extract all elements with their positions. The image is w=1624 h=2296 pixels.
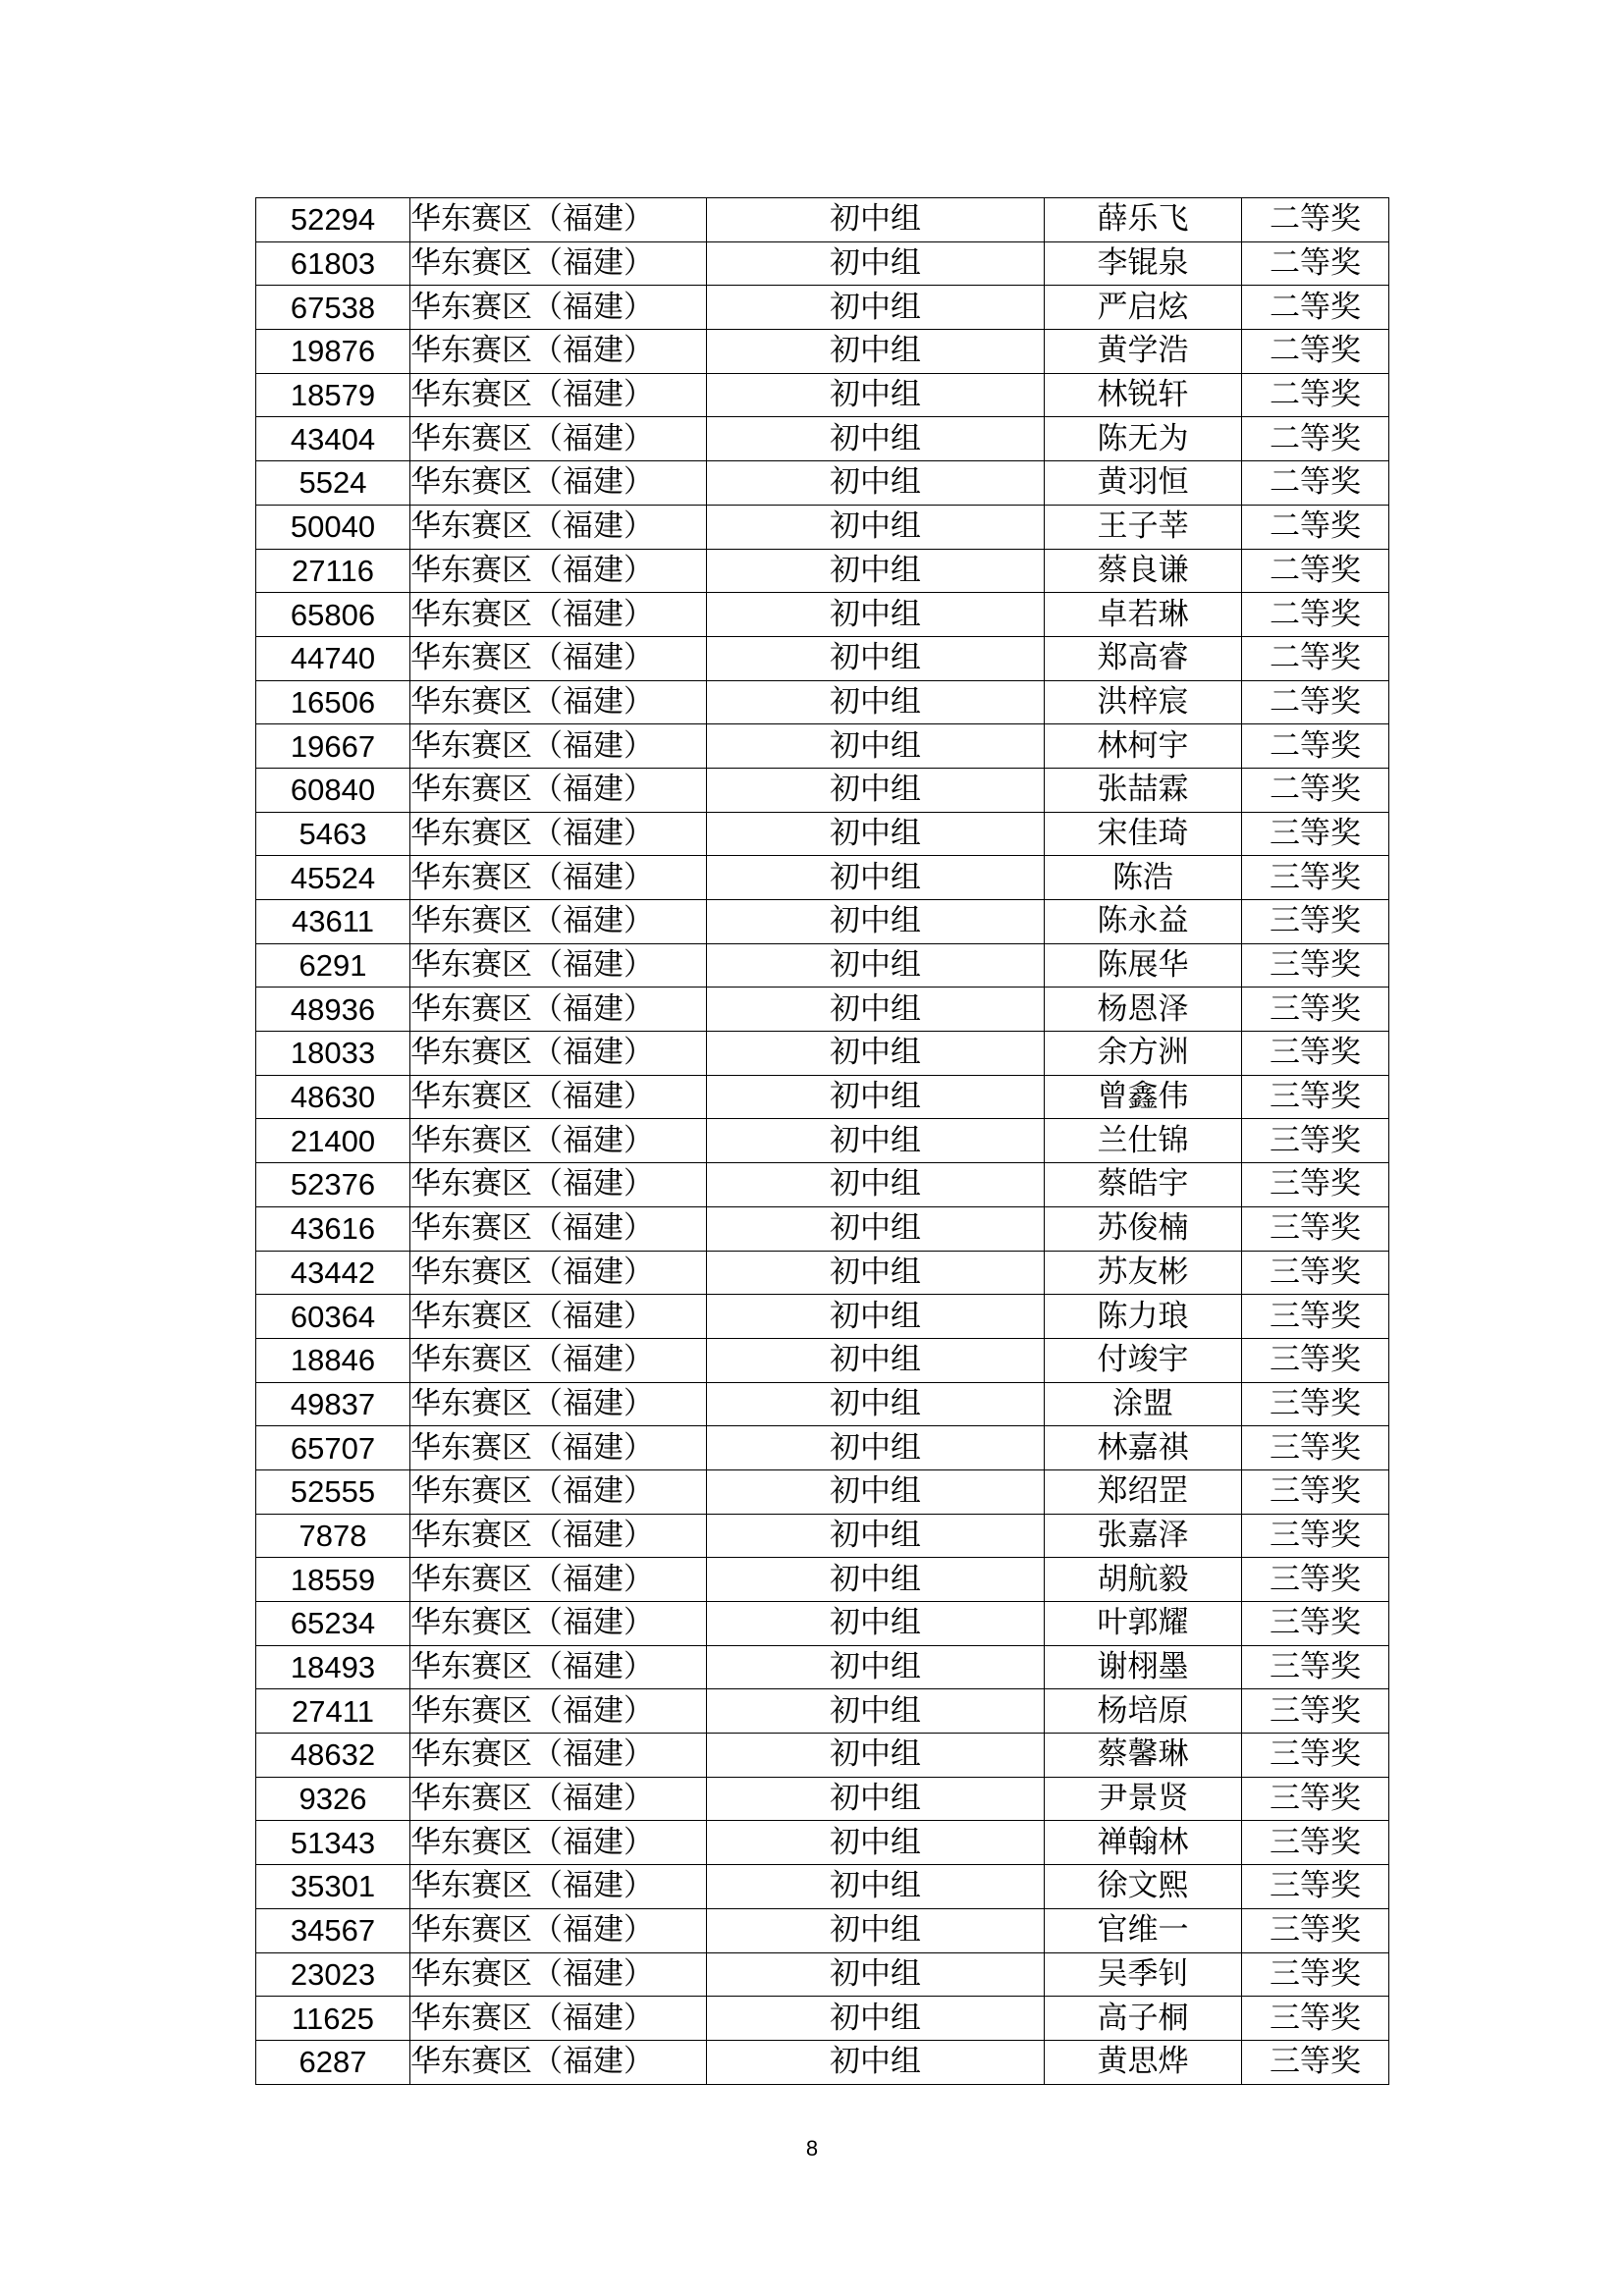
- contestant-id-cell: 16506: [256, 680, 410, 724]
- region-cell: 华东赛区（福建）: [410, 1469, 707, 1514]
- contestant-id-cell: 18559: [256, 1558, 410, 1602]
- region-cell: 华东赛区（福建）: [410, 1689, 707, 1734]
- contestant-name-cell: 杨培原: [1045, 1689, 1242, 1734]
- table-row: [256, 1777, 1389, 1821]
- award-cell: 三等奖: [1242, 900, 1389, 944]
- group-cell: 初中组: [707, 1338, 1045, 1382]
- contestant-id-cell: 49837: [256, 1382, 410, 1426]
- award-cell: 二等奖: [1242, 680, 1389, 724]
- award-cell: 三等奖: [1242, 1602, 1389, 1646]
- contestant-id-cell: 67538: [256, 286, 410, 330]
- group-cell: 初中组: [707, 1952, 1045, 1997]
- contestant-id-cell: 6291: [256, 943, 410, 988]
- contestant-name-cell: 兰仕锦: [1045, 1119, 1242, 1163]
- region-cell: 华东赛区（福建）: [410, 1997, 707, 2041]
- table-row: [256, 856, 1389, 900]
- group-cell: 初中组: [707, 1119, 1045, 1163]
- award-cell: 三等奖: [1242, 1338, 1389, 1382]
- group-cell: 初中组: [707, 461, 1045, 506]
- award-cell: 三等奖: [1242, 1997, 1389, 2041]
- award-cell: 二等奖: [1242, 724, 1389, 769]
- region-cell: 华东赛区（福建）: [410, 1163, 707, 1207]
- contestant-name-cell: 杨恩泽: [1045, 988, 1242, 1032]
- table-row: [256, 724, 1389, 769]
- table-row: [256, 1821, 1389, 1865]
- contestant-id-cell: 7878: [256, 1514, 410, 1558]
- table-row: [256, 1908, 1389, 1952]
- region-cell: 华东赛区（福建）: [410, 1777, 707, 1821]
- award-cell: 三等奖: [1242, 1821, 1389, 1865]
- award-cell: 三等奖: [1242, 1952, 1389, 1997]
- contestant-id-cell: 27411: [256, 1689, 410, 1734]
- group-cell: 初中组: [707, 1295, 1045, 1339]
- table-row: [256, 943, 1389, 988]
- contestant-id-cell: 43616: [256, 1206, 410, 1251]
- contestant-id-cell: 44740: [256, 636, 410, 680]
- award-table-body: [256, 198, 1389, 2085]
- contestant-id-cell: 11625: [256, 1997, 410, 2041]
- contestant-name-cell: 卓若琳: [1045, 593, 1242, 637]
- award-cell: 三等奖: [1242, 1645, 1389, 1689]
- table-row: [256, 198, 1389, 242]
- region-cell: 华东赛区（福建）: [410, 2040, 707, 2084]
- region-cell: 华东赛区（福建）: [410, 198, 707, 242]
- contestant-name-cell: 陈展华: [1045, 943, 1242, 988]
- region-cell: 华东赛区（福建）: [410, 724, 707, 769]
- table-row: [256, 1382, 1389, 1426]
- table-row: [256, 1558, 1389, 1602]
- group-cell: 初中组: [707, 1865, 1045, 1909]
- group-cell: 初中组: [707, 2040, 1045, 2084]
- award-cell: 三等奖: [1242, 812, 1389, 856]
- contestant-id-cell: 5524: [256, 461, 410, 506]
- contestant-id-cell: 23023: [256, 1952, 410, 1997]
- award-cell: 二等奖: [1242, 593, 1389, 637]
- award-cell: 三等奖: [1242, 856, 1389, 900]
- contestant-name-cell: 苏俊楠: [1045, 1206, 1242, 1251]
- contestant-name-cell: 黄羽恒: [1045, 461, 1242, 506]
- table-row: [256, 900, 1389, 944]
- contestant-id-cell: 48936: [256, 988, 410, 1032]
- table-row: [256, 988, 1389, 1032]
- table-row: [256, 680, 1389, 724]
- award-cell: 三等奖: [1242, 943, 1389, 988]
- contestant-name-cell: 陈浩: [1045, 856, 1242, 900]
- group-cell: 初中组: [707, 549, 1045, 593]
- region-cell: 华东赛区（福建）: [410, 505, 707, 549]
- table-row: [256, 1206, 1389, 1251]
- contestant-name-cell: 胡航毅: [1045, 1558, 1242, 1602]
- contestant-name-cell: 王子莘: [1045, 505, 1242, 549]
- contestant-name-cell: 徐文熙: [1045, 1865, 1242, 1909]
- group-cell: 初中组: [707, 1514, 1045, 1558]
- group-cell: 初中组: [707, 636, 1045, 680]
- table-row: [256, 286, 1389, 330]
- contestant-id-cell: 18846: [256, 1338, 410, 1382]
- award-cell: 二等奖: [1242, 417, 1389, 461]
- contestant-id-cell: 60364: [256, 1295, 410, 1339]
- contestant-id-cell: 18579: [256, 373, 410, 417]
- table-row: [256, 1645, 1389, 1689]
- group-cell: 初中组: [707, 943, 1045, 988]
- region-cell: 华东赛区（福建）: [410, 988, 707, 1032]
- group-cell: 初中组: [707, 1032, 1045, 1076]
- group-cell: 初中组: [707, 1908, 1045, 1952]
- region-cell: 华东赛区（福建）: [410, 680, 707, 724]
- contestant-name-cell: 严启炫: [1045, 286, 1242, 330]
- region-cell: 华东赛区（福建）: [410, 1295, 707, 1339]
- table-row: [256, 1952, 1389, 1997]
- table-row: [256, 241, 1389, 286]
- award-cell: 三等奖: [1242, 2040, 1389, 2084]
- contestant-name-cell: 薛乐飞: [1045, 198, 1242, 242]
- region-cell: 华东赛区（福建）: [410, 1821, 707, 1865]
- group-cell: 初中组: [707, 1689, 1045, 1734]
- region-cell: 华东赛区（福建）: [410, 1119, 707, 1163]
- contestant-name-cell: 郑高睿: [1045, 636, 1242, 680]
- contestant-id-cell: 6287: [256, 2040, 410, 2084]
- table-row: [256, 2040, 1389, 2084]
- contestant-name-cell: 洪梓宸: [1045, 680, 1242, 724]
- region-cell: 华东赛区（福建）: [410, 1426, 707, 1470]
- contestant-name-cell: 付竣宇: [1045, 1338, 1242, 1382]
- table-row: [256, 1734, 1389, 1778]
- group-cell: 初中组: [707, 1206, 1045, 1251]
- table-row: [256, 812, 1389, 856]
- table-row: [256, 1295, 1389, 1339]
- contestant-name-cell: 陈力琅: [1045, 1295, 1242, 1339]
- award-cell: 二等奖: [1242, 636, 1389, 680]
- group-cell: 初中组: [707, 330, 1045, 374]
- region-cell: 华东赛区（福建）: [410, 1908, 707, 1952]
- contestant-name-cell: 吴季钊: [1045, 1952, 1242, 1997]
- contestant-name-cell: 陈无为: [1045, 417, 1242, 461]
- table-row: [256, 1865, 1389, 1909]
- contestant-id-cell: 21400: [256, 1119, 410, 1163]
- award-cell: 二等奖: [1242, 373, 1389, 417]
- region-cell: 华东赛区（福建）: [410, 1514, 707, 1558]
- contestant-name-cell: 林柯宇: [1045, 724, 1242, 769]
- contestant-name-cell: 余方洲: [1045, 1032, 1242, 1076]
- contestant-name-cell: 蔡皓宇: [1045, 1163, 1242, 1207]
- table-row: [256, 1251, 1389, 1295]
- region-cell: 华东赛区（福建）: [410, 1952, 707, 1997]
- award-cell: 三等奖: [1242, 1777, 1389, 1821]
- award-cell: 三等奖: [1242, 988, 1389, 1032]
- table-row: [256, 1075, 1389, 1119]
- contestant-id-cell: 27116: [256, 549, 410, 593]
- region-cell: 华东赛区（福建）: [410, 900, 707, 944]
- contestant-id-cell: 35301: [256, 1865, 410, 1909]
- award-cell: 二等奖: [1242, 286, 1389, 330]
- award-cell: 二等奖: [1242, 549, 1389, 593]
- group-cell: 初中组: [707, 724, 1045, 769]
- region-cell: 华东赛区（福建）: [410, 549, 707, 593]
- award-cell: 三等奖: [1242, 1075, 1389, 1119]
- group-cell: 初中组: [707, 1777, 1045, 1821]
- award-cell: 二等奖: [1242, 241, 1389, 286]
- table-row: [256, 1032, 1389, 1076]
- contestant-id-cell: 51343: [256, 1821, 410, 1865]
- contestant-name-cell: 谢栩墨: [1045, 1645, 1242, 1689]
- contestant-name-cell: 李锟泉: [1045, 241, 1242, 286]
- region-cell: 华东赛区（福建）: [410, 1865, 707, 1909]
- region-cell: 华东赛区（福建）: [410, 1206, 707, 1251]
- contestant-name-cell: 黄学浩: [1045, 330, 1242, 374]
- table-row: [256, 330, 1389, 374]
- region-cell: 华东赛区（福建）: [410, 768, 707, 812]
- region-cell: 华东赛区（福建）: [410, 943, 707, 988]
- contestant-id-cell: 9326: [256, 1777, 410, 1821]
- group-cell: 初中组: [707, 1469, 1045, 1514]
- contestant-id-cell: 18493: [256, 1645, 410, 1689]
- award-cell: 三等奖: [1242, 1119, 1389, 1163]
- table-row: [256, 768, 1389, 812]
- contestant-id-cell: 52376: [256, 1163, 410, 1207]
- contestant-name-cell: 郑绍罡: [1045, 1469, 1242, 1514]
- region-cell: 华东赛区（福建）: [410, 593, 707, 637]
- region-cell: 华东赛区（福建）: [410, 286, 707, 330]
- contestant-name-cell: 张嘉泽: [1045, 1514, 1242, 1558]
- group-cell: 初中组: [707, 593, 1045, 637]
- contestant-id-cell: 65806: [256, 593, 410, 637]
- region-cell: 华东赛区（福建）: [410, 1645, 707, 1689]
- award-cell: 二等奖: [1242, 461, 1389, 506]
- award-cell: 三等奖: [1242, 1514, 1389, 1558]
- contestant-id-cell: 43611: [256, 900, 410, 944]
- region-cell: 华东赛区（福建）: [410, 1558, 707, 1602]
- group-cell: 初中组: [707, 417, 1045, 461]
- group-cell: 初中组: [707, 505, 1045, 549]
- contestant-name-cell: 陈永益: [1045, 900, 1242, 944]
- contestant-id-cell: 34567: [256, 1908, 410, 1952]
- contestant-name-cell: 尹景贤: [1045, 1777, 1242, 1821]
- contestant-id-cell: 48630: [256, 1075, 410, 1119]
- contestant-id-cell: 65707: [256, 1426, 410, 1470]
- contestant-id-cell: 52555: [256, 1469, 410, 1514]
- award-cell: 三等奖: [1242, 1251, 1389, 1295]
- group-cell: 初中组: [707, 1558, 1045, 1602]
- contestant-name-cell: 涂盟: [1045, 1382, 1242, 1426]
- contestant-id-cell: 45524: [256, 856, 410, 900]
- group-cell: 初中组: [707, 1251, 1045, 1295]
- contestant-id-cell: 43442: [256, 1251, 410, 1295]
- region-cell: 华东赛区（福建）: [410, 1338, 707, 1382]
- award-table: [255, 197, 1389, 2085]
- award-cell: 三等奖: [1242, 1426, 1389, 1470]
- region-cell: 华东赛区（福建）: [410, 241, 707, 286]
- table-row: [256, 1338, 1389, 1382]
- region-cell: 华东赛区（福建）: [410, 856, 707, 900]
- award-cell: 三等奖: [1242, 1865, 1389, 1909]
- group-cell: 初中组: [707, 1163, 1045, 1207]
- contestant-id-cell: 5463: [256, 812, 410, 856]
- group-cell: 初中组: [707, 900, 1045, 944]
- award-cell: 三等奖: [1242, 1382, 1389, 1426]
- group-cell: 初中组: [707, 812, 1045, 856]
- region-cell: 华东赛区（福建）: [410, 1032, 707, 1076]
- award-cell: 三等奖: [1242, 1734, 1389, 1778]
- award-cell: 二等奖: [1242, 330, 1389, 374]
- table-row: [256, 1426, 1389, 1470]
- group-cell: 初中组: [707, 856, 1045, 900]
- award-cell: 三等奖: [1242, 1163, 1389, 1207]
- contestant-name-cell: 林嘉祺: [1045, 1426, 1242, 1470]
- contestant-id-cell: 48632: [256, 1734, 410, 1778]
- table-row: [256, 461, 1389, 506]
- award-cell: 三等奖: [1242, 1206, 1389, 1251]
- region-cell: 华东赛区（福建）: [410, 1075, 707, 1119]
- contestant-name-cell: 叶郭耀: [1045, 1602, 1242, 1646]
- award-cell: 三等奖: [1242, 1032, 1389, 1076]
- group-cell: 初中组: [707, 1602, 1045, 1646]
- group-cell: 初中组: [707, 1426, 1045, 1470]
- group-cell: 初中组: [707, 1997, 1045, 2041]
- award-cell: 三等奖: [1242, 1295, 1389, 1339]
- award-cell: 二等奖: [1242, 505, 1389, 549]
- contestant-id-cell: 52294: [256, 198, 410, 242]
- table-row: [256, 1119, 1389, 1163]
- group-cell: 初中组: [707, 1734, 1045, 1778]
- table-row: [256, 549, 1389, 593]
- contestant-id-cell: 18033: [256, 1032, 410, 1076]
- contestant-name-cell: 官维一: [1045, 1908, 1242, 1952]
- group-cell: 初中组: [707, 1382, 1045, 1426]
- page-number: 8: [805, 2136, 819, 2161]
- group-cell: 初中组: [707, 1821, 1045, 1865]
- award-cell: 二等奖: [1242, 768, 1389, 812]
- region-cell: 华东赛区（福建）: [410, 461, 707, 506]
- group-cell: 初中组: [707, 1645, 1045, 1689]
- table-row: [256, 373, 1389, 417]
- region-cell: 华东赛区（福建）: [410, 1602, 707, 1646]
- contestant-id-cell: 43404: [256, 417, 410, 461]
- group-cell: 初中组: [707, 988, 1045, 1032]
- region-cell: 华东赛区（福建）: [410, 1382, 707, 1426]
- table-row: [256, 417, 1389, 461]
- contestant-name-cell: 苏友彬: [1045, 1251, 1242, 1295]
- group-cell: 初中组: [707, 1075, 1045, 1119]
- contestant-name-cell: 黄思烨: [1045, 2040, 1242, 2084]
- award-cell: 三等奖: [1242, 1689, 1389, 1734]
- contestant-name-cell: 曾鑫伟: [1045, 1075, 1242, 1119]
- group-cell: 初中组: [707, 286, 1045, 330]
- group-cell: 初中组: [707, 198, 1045, 242]
- group-cell: 初中组: [707, 241, 1045, 286]
- award-cell: 三等奖: [1242, 1558, 1389, 1602]
- contestant-name-cell: 宋佳琦: [1045, 812, 1242, 856]
- group-cell: 初中组: [707, 768, 1045, 812]
- contestant-id-cell: 19667: [256, 724, 410, 769]
- contestant-name-cell: 林锐轩: [1045, 373, 1242, 417]
- table-row: [256, 1689, 1389, 1734]
- region-cell: 华东赛区（福建）: [410, 1251, 707, 1295]
- contestant-name-cell: 蔡良谦: [1045, 549, 1242, 593]
- contestant-id-cell: 61803: [256, 241, 410, 286]
- table-row: [256, 1163, 1389, 1207]
- region-cell: 华东赛区（福建）: [410, 417, 707, 461]
- contestant-name-cell: 张喆霖: [1045, 768, 1242, 812]
- contestant-name-cell: 蔡馨琳: [1045, 1734, 1242, 1778]
- region-cell: 华东赛区（福建）: [410, 1734, 707, 1778]
- group-cell: 初中组: [707, 680, 1045, 724]
- region-cell: 华东赛区（福建）: [410, 636, 707, 680]
- contestant-name-cell: 禅翰林: [1045, 1821, 1242, 1865]
- table-row: [256, 636, 1389, 680]
- table-row: [256, 1997, 1389, 2041]
- table-row: [256, 505, 1389, 549]
- award-cell: 三等奖: [1242, 1908, 1389, 1952]
- table-row: [256, 1602, 1389, 1646]
- region-cell: 华东赛区（福建）: [410, 812, 707, 856]
- region-cell: 华东赛区（福建）: [410, 330, 707, 374]
- contestant-id-cell: 50040: [256, 505, 410, 549]
- award-cell: 三等奖: [1242, 1469, 1389, 1514]
- table-row: [256, 1469, 1389, 1514]
- contestant-id-cell: 65234: [256, 1602, 410, 1646]
- contestant-id-cell: 60840: [256, 768, 410, 812]
- contestant-name-cell: 高子桐: [1045, 1997, 1242, 2041]
- table-row: [256, 593, 1389, 637]
- award-cell: 二等奖: [1242, 198, 1389, 242]
- contestant-id-cell: 19876: [256, 330, 410, 374]
- group-cell: 初中组: [707, 373, 1045, 417]
- region-cell: 华东赛区（福建）: [410, 373, 707, 417]
- table-row: [256, 1514, 1389, 1558]
